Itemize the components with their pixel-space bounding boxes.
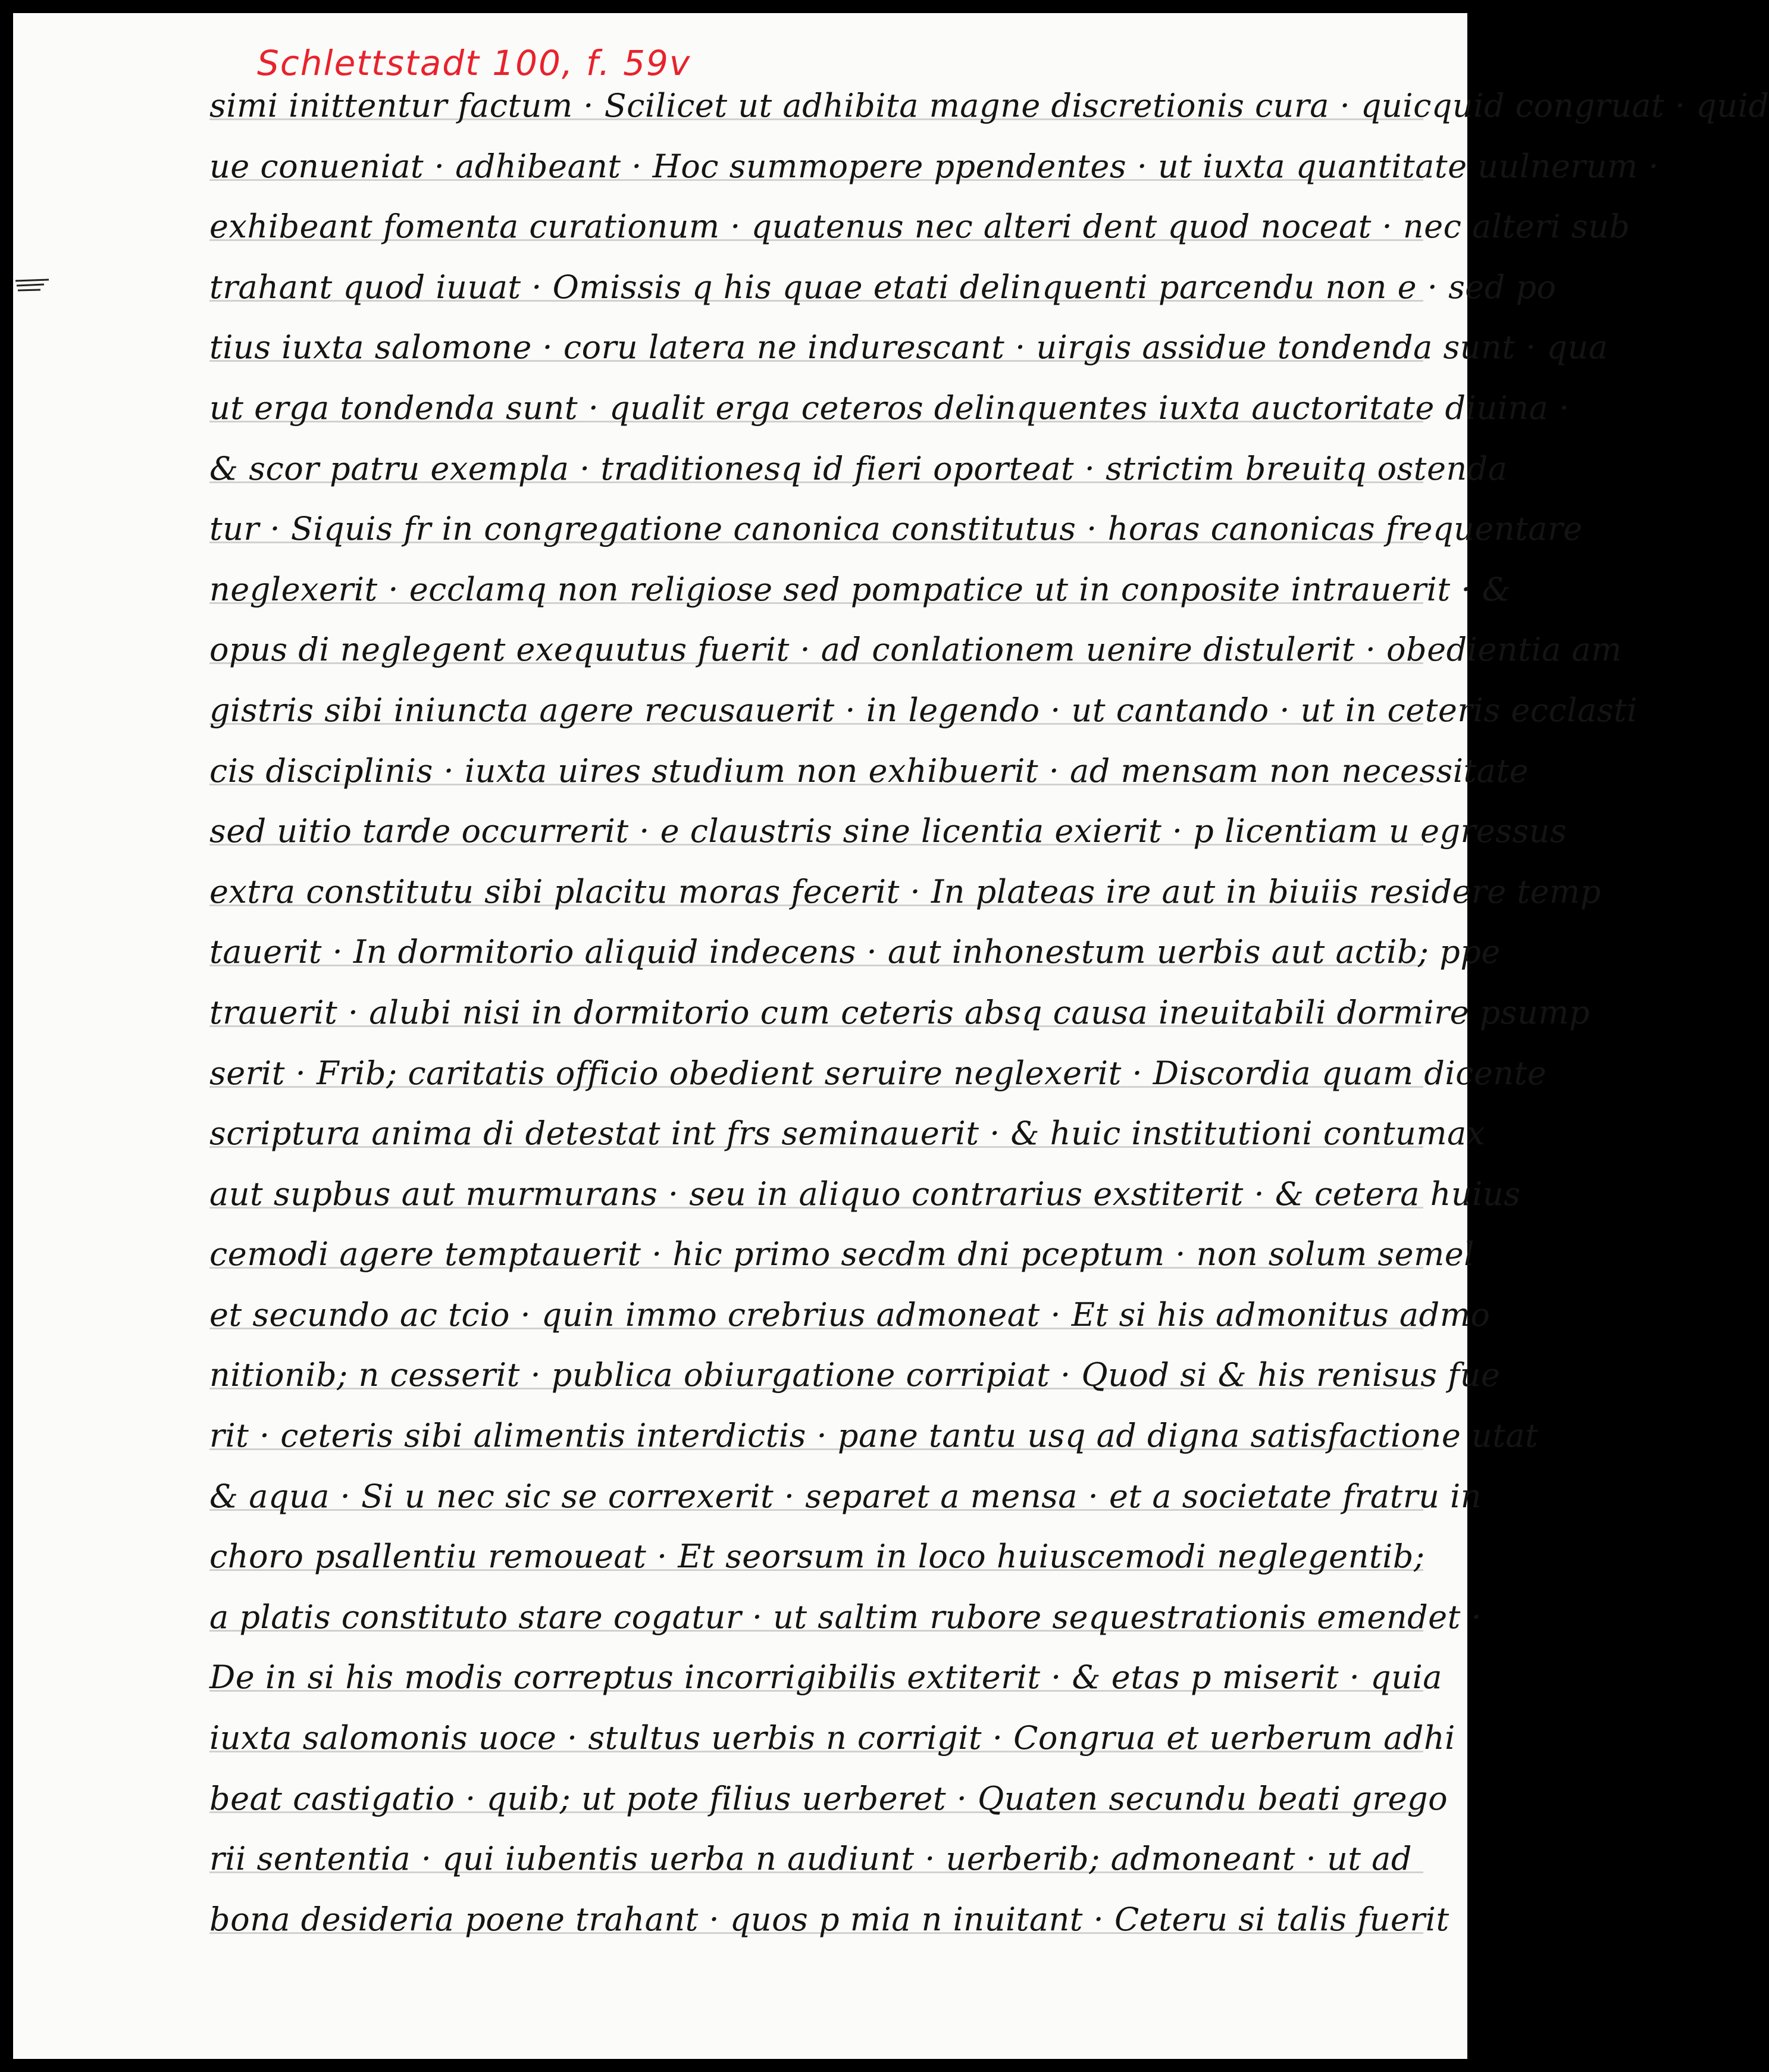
shelfmark-annotation: Schlettstadt 100, f. 59v bbox=[257, 43, 691, 83]
text-line: cemodi agere temptauerit · hic primo secdm dni pceptum · non solum semel bbox=[209, 1224, 1447, 1285]
text-line: serit · Frib; caritatis officio obedient seruire neglexerit · Discordia quam dicente bbox=[209, 1043, 1447, 1104]
text-line: ue conueniat · adhibeant · Hoc summopere ppendentes · ut iuxta quantitate uulnerum · bbox=[209, 136, 1447, 197]
text-line: gistris sibi iniuncta agere recusauerit · in legendo · ut cantando · ut in ceteris ecclasti bbox=[209, 680, 1447, 741]
text-line: rit · ceteris sibi alimentis interdictis · pane tantu usq ad digna satisfactione utat bbox=[209, 1406, 1447, 1466]
text-line: et secundo ac tcio · quin immo crebrius admoneat · Et si his admonitus admo bbox=[209, 1285, 1447, 1345]
text-line: beat castigatio · quib; ut pote filius uerberet · Quaten secundu beati grego bbox=[209, 1769, 1447, 1829]
text-line: simi inittentur factum · Scilicet ut adhibita magne discretionis cura · quicquid congruat · quid bbox=[209, 76, 1447, 136]
manuscript-page bbox=[13, 13, 1769, 2059]
text-line: neglexerit · ecclamq non religiose sed pompatice ut in conposite intrauerit · & bbox=[209, 559, 1447, 620]
text-line: tur · Siquis fr in congregatione canonica constitutus · horas canonicas frequentare bbox=[209, 499, 1447, 559]
text-line: opus di neglegent exequutus fuerit · ad conlationem uenire distulerit · obedientia am bbox=[209, 619, 1447, 680]
text-line: cis disciplinis · iuxta uires studium non exhibuerit · ad mensam non necessitate bbox=[209, 741, 1447, 802]
text-line: a platis constituto stare cogatur · ut saltim rubore sequestrationis emendet · bbox=[209, 1587, 1447, 1648]
text-line: bona desideria poene trahant · quos p mia n inuitant · Ceteru si talis fuerit bbox=[209, 1889, 1447, 1950]
text-line: & aqua · Si u nec sic se correxerit · separet a mensa · et a societate fratru in bbox=[209, 1466, 1447, 1527]
text-line: De in si his modis correptus incorrigibilis extiterit · & etas p miserit · quia bbox=[209, 1647, 1447, 1708]
text-line: exhibeant fomenta curationum · quatenus nec alteri dent quod noceat · nec alteri sub bbox=[209, 196, 1447, 257]
manuscript-text bbox=[209, 76, 1769, 1949]
text-line: choro psallentiu remoueat · Et seorsum in loco huiuscemodi neglegentib; bbox=[209, 1526, 1447, 1587]
margin-mark bbox=[13, 275, 55, 299]
text-line: trauerit · alubi nisi in dormitorio cum ceteris absq causa ineuitabili dormire psump bbox=[209, 982, 1447, 1043]
text-line: trahant quod iuuat · Omissis q his quae etati delinquenti parcendu non e · sed po bbox=[209, 257, 1447, 318]
text-line: sed uitio tarde occurrerit · e claustris sine licentia exierit · p licentiam u egressus bbox=[209, 801, 1447, 862]
text-line: tauerit · In dormitorio aliquid indecens · aut inhonestum uerbis aut actib; ppe bbox=[209, 922, 1447, 982]
text-line: iuxta salomonis uoce · stultus uerbis n corrigit · Congrua et uerberum adhi bbox=[209, 1708, 1447, 1769]
text-line: nitionib; n cesserit · publica obiurgatione corripiat · Quod si & his renisus fue bbox=[209, 1345, 1447, 1406]
text-line: & scor patru exempla · traditionesq id fieri oporteat · strictim breuitq ostenda bbox=[209, 439, 1447, 499]
text-line: scriptura anima di detestat int frs seminauerit · & huic institutioni contumax bbox=[209, 1103, 1447, 1164]
text-line: rii sententia · qui iubentis uerba n audiunt · uerberib; admoneant · ut ad bbox=[209, 1829, 1447, 1889]
text-line: tius iuxta salomone · coru latera ne indurescant · uirgis assidue tondenda sunt · qua bbox=[209, 317, 1447, 378]
text-line: aut supbus aut murmurans · seu in aliquo contrarius exstiterit · & cetera huius bbox=[209, 1164, 1447, 1225]
text-line: extra constitutu sibi placitu moras fecerit · In plateas ire aut in biuiis residere temp bbox=[209, 862, 1447, 922]
text-line: ut erga tondenda sunt · qualit erga ceteros delinquentes iuxta auctoritate diuina · bbox=[209, 378, 1447, 439]
